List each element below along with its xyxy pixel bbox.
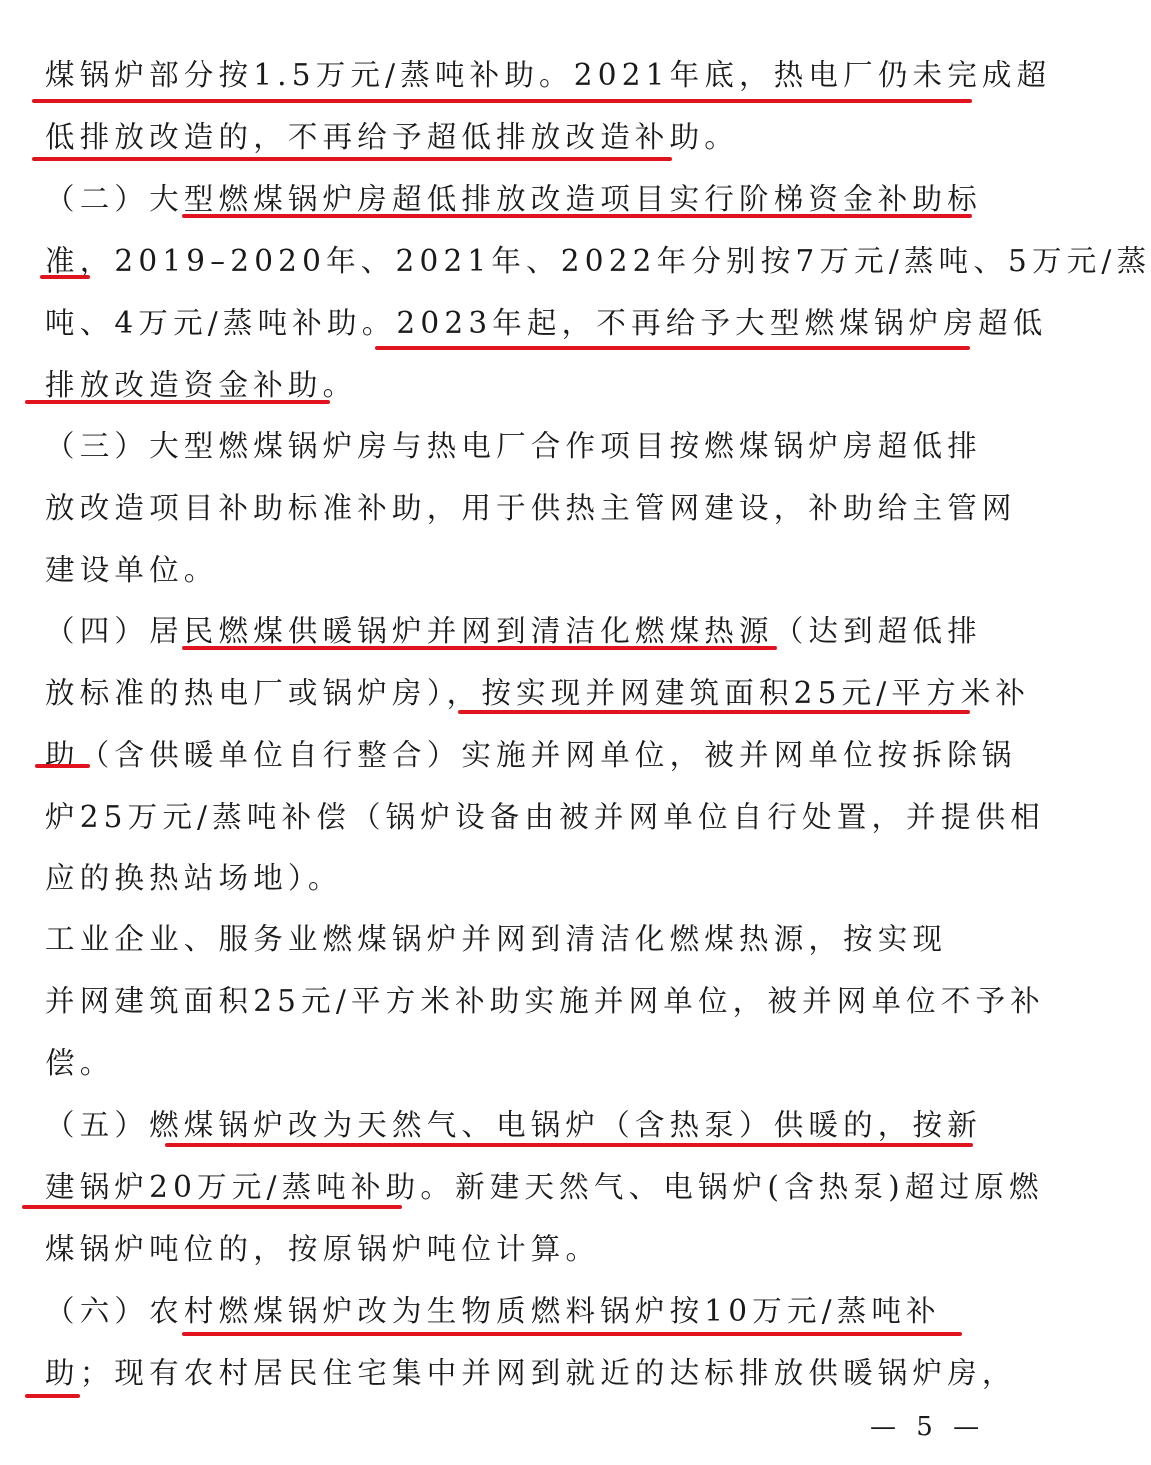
text-line: （五）燃煤锅炉改为天然气、电锅炉（含热泵）供暖的，按新	[45, 1108, 982, 1142]
highlight-underline	[25, 1394, 80, 1398]
text-line: 煤锅炉吨位的，按原锅炉吨位计算。	[45, 1232, 601, 1266]
text-line: 低排放改造的，不再给予超低排放改造补助。	[45, 120, 740, 154]
text-line: 建设单位。	[45, 553, 219, 587]
highlight-underline	[32, 157, 672, 161]
text-line: 并网建筑面积25元/平方米补助实施并网单位，被并网单位不予补	[45, 984, 1045, 1018]
highlight-underline	[32, 99, 972, 103]
text-line: 助；现有农村居民住宅集中并网到就近的达标排放供暖锅炉房，	[45, 1356, 1017, 1390]
highlight-underline	[182, 1332, 962, 1336]
highlight-underline	[375, 346, 970, 350]
text-line: 炉25万元/蒸吨补偿（锅炉设备由被并网单位自行处置，并提供相	[45, 800, 1045, 834]
text-line: 准，2019–2020年、2021年、2022年分别按7万元/蒸吨、5万元/蒸	[45, 244, 1151, 278]
highlight-underline	[182, 646, 777, 650]
text-line: 放标准的热电厂或锅炉房），按实现并网建筑面积25元/平方米补	[45, 676, 1031, 710]
text-line: 工业企业、服务业燃煤锅炉并网到清洁化燃煤热源，按实现	[45, 922, 948, 956]
text-line: 建锅炉20万元/蒸吨补助。新建天然气、电锅炉(含热泵)超过原燃	[45, 1170, 1044, 1204]
text-line: 应的换热站场地）。	[45, 861, 343, 895]
highlight-underline	[458, 710, 970, 714]
page-number: — 5 —	[870, 1412, 986, 1442]
text-line: （六）农村燃煤锅炉改为生物质燃料锅炉按10万元/蒸吨补	[45, 1294, 941, 1328]
highlight-underline	[40, 275, 90, 279]
text-line: 煤锅炉部分按1.5万元/蒸吨补助。2021年底，热电厂仍未完成超	[45, 58, 1052, 92]
highlight-underline	[35, 764, 90, 768]
highlight-underline	[182, 214, 972, 218]
text-line: 助（含供暖单位自行整合）实施并网单位，被并网单位按拆除锅	[45, 738, 1017, 772]
text-line: （三）大型燃煤锅炉房与热电厂合作项目按燃煤锅炉房超低排	[45, 429, 982, 463]
text-line: 吨、4万元/蒸吨补助。2023年起，不再给予大型燃煤锅炉房超低	[45, 306, 1048, 340]
text-line: 排放改造资金补助。	[45, 368, 358, 402]
text-line: 偿。	[45, 1046, 115, 1080]
highlight-underline	[25, 400, 330, 404]
highlight-underline	[165, 1143, 973, 1147]
highlight-underline	[22, 1205, 402, 1209]
text-line: （四）居民燃煤供暖锅炉并网到清洁化燃煤热源（达到超低排	[45, 614, 982, 648]
text-line: （二）大型燃煤锅炉房超低排放改造项目实行阶梯资金补助标	[45, 182, 982, 216]
text-line: 放改造项目补助标准补助，用于供热主管网建设，补助给主管网	[45, 491, 1017, 525]
